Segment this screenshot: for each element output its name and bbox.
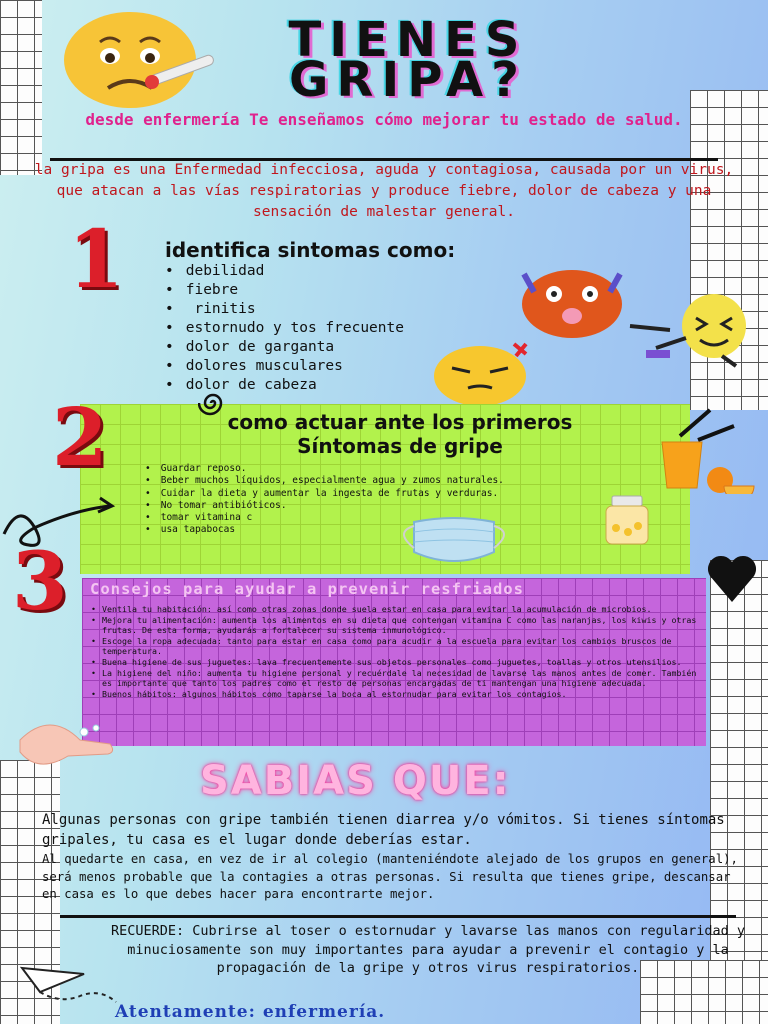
sick-face-icon bbox=[48, 8, 218, 108]
divider bbox=[60, 915, 736, 918]
angry-face-icon bbox=[516, 264, 628, 344]
orange-juice-icon bbox=[654, 436, 758, 494]
list-item: • Ventila tu habitación: así como otras zonas donde suela estar en casa para evitar la acumulación de microbios. bbox=[88, 604, 698, 615]
actions-heading: como actuar ante los primeros Síntomas de gripe bbox=[227, 410, 573, 458]
symptoms-list bbox=[165, 262, 404, 395]
symptoms-heading: identifica sintomas como: bbox=[165, 238, 456, 262]
list-item: • tomar vitamina c bbox=[145, 512, 504, 524]
list-item: • Buena higiene de sus juguetes: lava frecuentemente sus objetos personales como juguetes, toallas y otros utensilios. bbox=[88, 657, 698, 668]
list-item: • No tomar antibióticos. bbox=[145, 500, 504, 512]
face-mask-icon bbox=[392, 512, 518, 568]
grid-decoration bbox=[0, 0, 42, 175]
heart-icon bbox=[704, 550, 760, 606]
prevention-heading: Consejos para ayudar a prevenir resfriados bbox=[90, 580, 524, 598]
section-number-2: 2 bbox=[52, 390, 108, 484]
vitamin-bottle-icon bbox=[600, 494, 656, 546]
section-number-3: 3 bbox=[12, 534, 68, 628]
list-item: • La higiene del niño: aumenta tu higiene personal y recuérdale la necesidad de lavarse las manos antes de comer. También es importante que tanto los padres como el resto de personas encargadas de ti mantengan una higiene adecuada. bbox=[88, 668, 698, 689]
subtitle: desde enfermería Te enseñamos cómo mejorar tu estado de salud. bbox=[85, 110, 683, 129]
list-item: • Guardar reposo. bbox=[145, 463, 504, 475]
list-item: • usa tapabocas bbox=[145, 524, 504, 536]
page-title: TIENES GRIPA? bbox=[288, 12, 528, 108]
section-number-1: 1 bbox=[68, 212, 124, 306]
sabias-paragraph: Algunas personas con gripe también tienen diarrea y/o vómitos. Si tienes síntomas gripales, tu casa es el lugar donde deberías estar. bbox=[42, 812, 725, 848]
list-item: • dolor de garganta bbox=[165, 338, 404, 357]
footer-signature: Atentamente: enfermería. bbox=[115, 1002, 386, 1022]
annoyed-face-icon bbox=[430, 340, 540, 406]
list-item: • rinitis bbox=[165, 300, 404, 319]
list-item: • Buenos hábitos: algunos hábitos como taparse la boca al estornudar para evitar los contagios. bbox=[88, 689, 698, 700]
list-item: • Cuidar la dieta y aumentar la ingesta de frutas y verduras. bbox=[145, 488, 504, 500]
list-item: • Mejora tu alimentación: aumenta los alimentos en su dieta que contengan vitamina C como las naranjas, los kiwis y otras frutas. De esta forma, ayudarás a fortalecer su sistema inmunológico. bbox=[88, 615, 698, 636]
list-item: • Beber muchos líquidos, especialmente agua y zumos naturales. bbox=[145, 475, 504, 487]
sabias-heading: SABIAS QUE: bbox=[200, 758, 511, 804]
list-item: • dolores musculares bbox=[165, 357, 404, 376]
intro-text: la gripa es una Enfermedad infecciosa, aguda y contagiosa, causada por un virus, que atacan a las vías respiratorias y produce fiebre, dolor de cabeza y una sensación de malestar general. bbox=[34, 162, 734, 220]
reminder-text: RECUERDE: Cubrirse al toser o estornudar y lavarse las manos con regularidad y minuciosamente son muy importantes para ayudar a prevenir el contagio y la propagación de la gripe y otros virus respiratorios. bbox=[111, 923, 745, 976]
list-item: • fiebre bbox=[165, 281, 404, 300]
prevention-list bbox=[88, 604, 698, 699]
sabias-text bbox=[42, 810, 742, 904]
list-item: • estornudo y tos frecuente bbox=[165, 319, 404, 338]
paper-plane-icon bbox=[18, 960, 118, 1004]
list-item: • dolor de cabeza bbox=[165, 376, 404, 395]
list-item: • Escoge la ropa adecuada: tanto para estar en casa como para acudir a la escuela para evitar los cambios bruscos de temperatura. bbox=[88, 636, 698, 657]
hands-washing-icon bbox=[14, 716, 124, 772]
sabias-paragraph: Al quedarte en casa, en vez de ir al colegio (manteniéndote alejado de los grupos en general), será menos probable que la contagies a otras personas. Si resulta que tienes gripe, descansar en casa es lo que debes hacer para encontrarte mejor. bbox=[42, 852, 738, 901]
dizzy-face-icon bbox=[626, 292, 756, 368]
list-item: • debilidad bbox=[165, 262, 404, 281]
